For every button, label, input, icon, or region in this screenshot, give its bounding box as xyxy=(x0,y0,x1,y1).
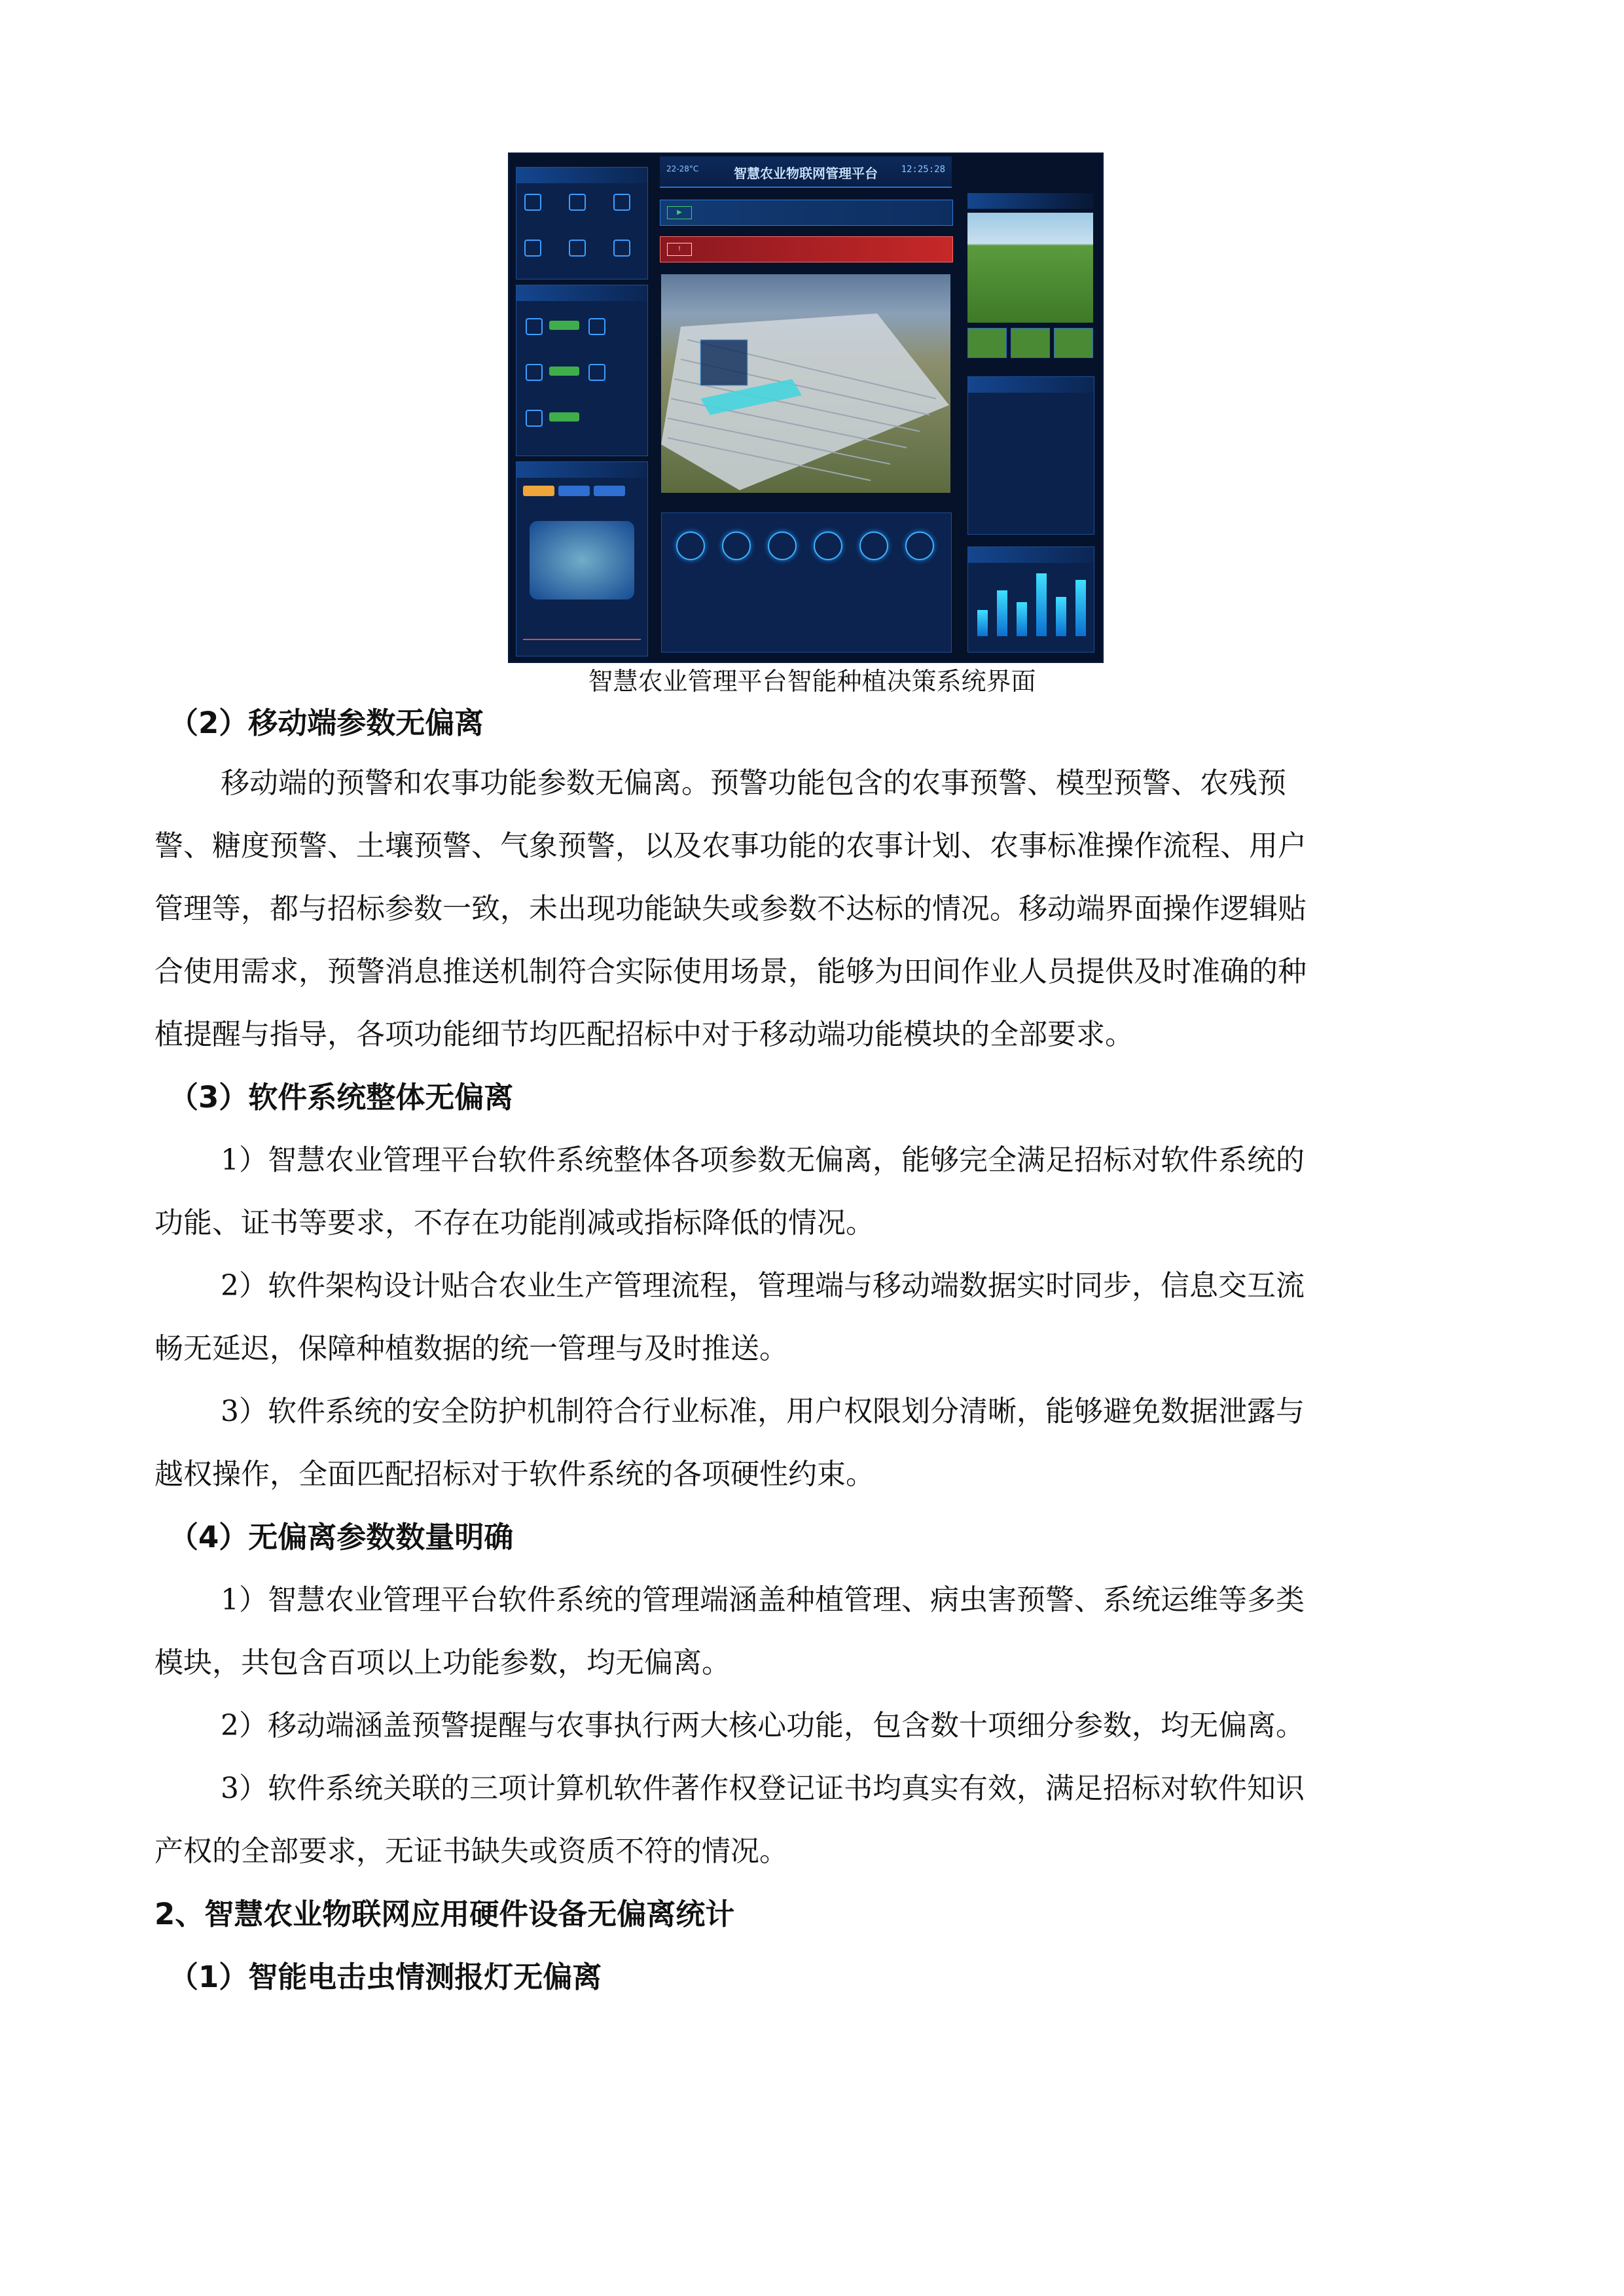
paragraph-line: 模块，共包含百项以上功能参数，均无偏离。 xyxy=(154,1646,731,1679)
video-thumbnail xyxy=(1011,328,1050,358)
paragraph-line: 畅无延迟，保障种植数据的统一管理与及时推送。 xyxy=(154,1332,788,1365)
paragraph-line: 警、糖度预警、土壤预警、气象预警，以及农事功能的农事计划、农事标准操作流程、用户 xyxy=(154,829,1307,863)
paragraph-line: 1）智慧农业管理平台软件系统整体各项参数无偏离，能够完全满足招标对软件系统的 xyxy=(221,1143,1305,1177)
rain-icon xyxy=(613,194,630,211)
curtain-device-icon xyxy=(722,531,751,560)
thermometer-icon xyxy=(524,194,541,211)
chapter-heading: 2、智慧农业物联网应用硬件设备无偏离统计 xyxy=(154,1897,735,1931)
greenhouse-aerial-view xyxy=(661,274,950,493)
humidity-icon xyxy=(569,240,586,257)
water-panel xyxy=(516,461,648,656)
chart-bar xyxy=(1017,602,1027,636)
weather-panel xyxy=(516,167,648,279)
alert-bar-info xyxy=(660,200,953,226)
warning-icon: ! xyxy=(667,243,692,256)
chart-bar xyxy=(1036,573,1047,636)
light-icon xyxy=(613,240,630,257)
water-level-trend xyxy=(523,613,641,640)
co2-icon xyxy=(524,240,541,257)
section-heading: （4）无偏离参数数量明确 xyxy=(169,1520,514,1554)
chart-bar xyxy=(977,610,988,636)
device-status-strip xyxy=(661,512,952,653)
valve-icon xyxy=(588,364,605,381)
irrigation-device-icon xyxy=(814,531,842,560)
figure-caption: 智慧农业管理平台智能种植决策系统界面 xyxy=(588,667,1036,696)
camera-icon xyxy=(526,364,543,381)
device-icon xyxy=(526,318,543,335)
paragraph-line: 植提醒与指导，各项功能细节均匹配招标中对于移动端功能模块的全部要求。 xyxy=(154,1018,1134,1051)
section-heading: （1）智能电击虫情测报灯无偏离 xyxy=(169,1960,602,1994)
paragraph-line: 1）智慧农业管理平台软件系统的管理端涵盖种植管理、病虫害预警、系统运维等多类 xyxy=(221,1583,1305,1617)
dashboard-header xyxy=(660,156,952,188)
dashboard-weather: 22-28°C xyxy=(666,164,699,173)
crop-icon xyxy=(526,410,543,427)
paragraph-line: 管理等，都与招标参数一致，未出现功能缺失或参数不达标的情况。移动端界面操作逻辑贴 xyxy=(154,892,1307,925)
video-thumbnail xyxy=(1054,328,1093,358)
paragraph-line: 3）软件系统关联的三项计算机软件著作权登记证书均真实有效，满足招标对软件知识 xyxy=(221,1772,1305,1805)
dashboard-clock: 12:25:28 xyxy=(901,164,945,175)
paragraph-line: 2）软件架构设计贴合农业生产管理流程，管理端与移动端数据实时同步，信息交互流 xyxy=(221,1269,1305,1302)
wind-icon xyxy=(569,194,586,211)
paragraph-line: 合使用需求，预警消息推送机制符合实际使用场景，能够为田间作业人员提供及时准确的种 xyxy=(154,955,1307,988)
paragraph-line: 移动端的预警和农事功能参数无偏离。预警功能包含的农事预警、模型预警、农残预 xyxy=(221,766,1286,800)
park-info-panel xyxy=(516,285,648,456)
dashboard-title: 智慧农业物联网管理平台 xyxy=(734,166,878,181)
sensor-device-icon xyxy=(859,531,888,560)
paragraph-line: 2）移动端涵盖预警提醒与农事执行两大核心功能，包含数十项细分参数，均无偏离。 xyxy=(221,1709,1305,1742)
alert-bar-warning xyxy=(660,236,953,262)
video-thumbnail xyxy=(967,328,1007,358)
greenhouse-info-panel xyxy=(967,376,1094,535)
paragraph-line: 越权操作，全面匹配招标对于软件系统的各项硬性约束。 xyxy=(154,1458,875,1491)
chart-bar xyxy=(997,590,1007,636)
chart-bar xyxy=(1056,597,1066,636)
section-heading: （3）软件系统整体无偏离 xyxy=(169,1080,514,1115)
light-device-icon xyxy=(676,531,705,560)
field-video-feed xyxy=(967,213,1093,323)
sensor-icon xyxy=(588,318,605,335)
water-tank-illustration xyxy=(530,521,634,600)
chart-bar xyxy=(1075,580,1086,636)
alert-tag-icon: ▶ xyxy=(667,206,692,219)
paragraph-line: 功能、证书等要求，不存在功能削减或指标降低的情况。 xyxy=(154,1206,875,1240)
section-heading: （2）移动端参数无偏离 xyxy=(169,706,484,740)
production-chart-panel xyxy=(967,547,1094,653)
fan-device-icon xyxy=(768,531,797,560)
spray-device-icon xyxy=(905,531,934,560)
paragraph-line: 3）软件系统的安全防护机制符合行业标准，用户权限划分清晰，能够避免数据泄露与 xyxy=(221,1395,1305,1428)
dashboard-screenshot-figure xyxy=(508,152,1104,663)
paragraph-line: 产权的全部要求，无证书缺失或资质不符的情况。 xyxy=(154,1835,788,1868)
video-monitor-panel xyxy=(967,193,1093,363)
